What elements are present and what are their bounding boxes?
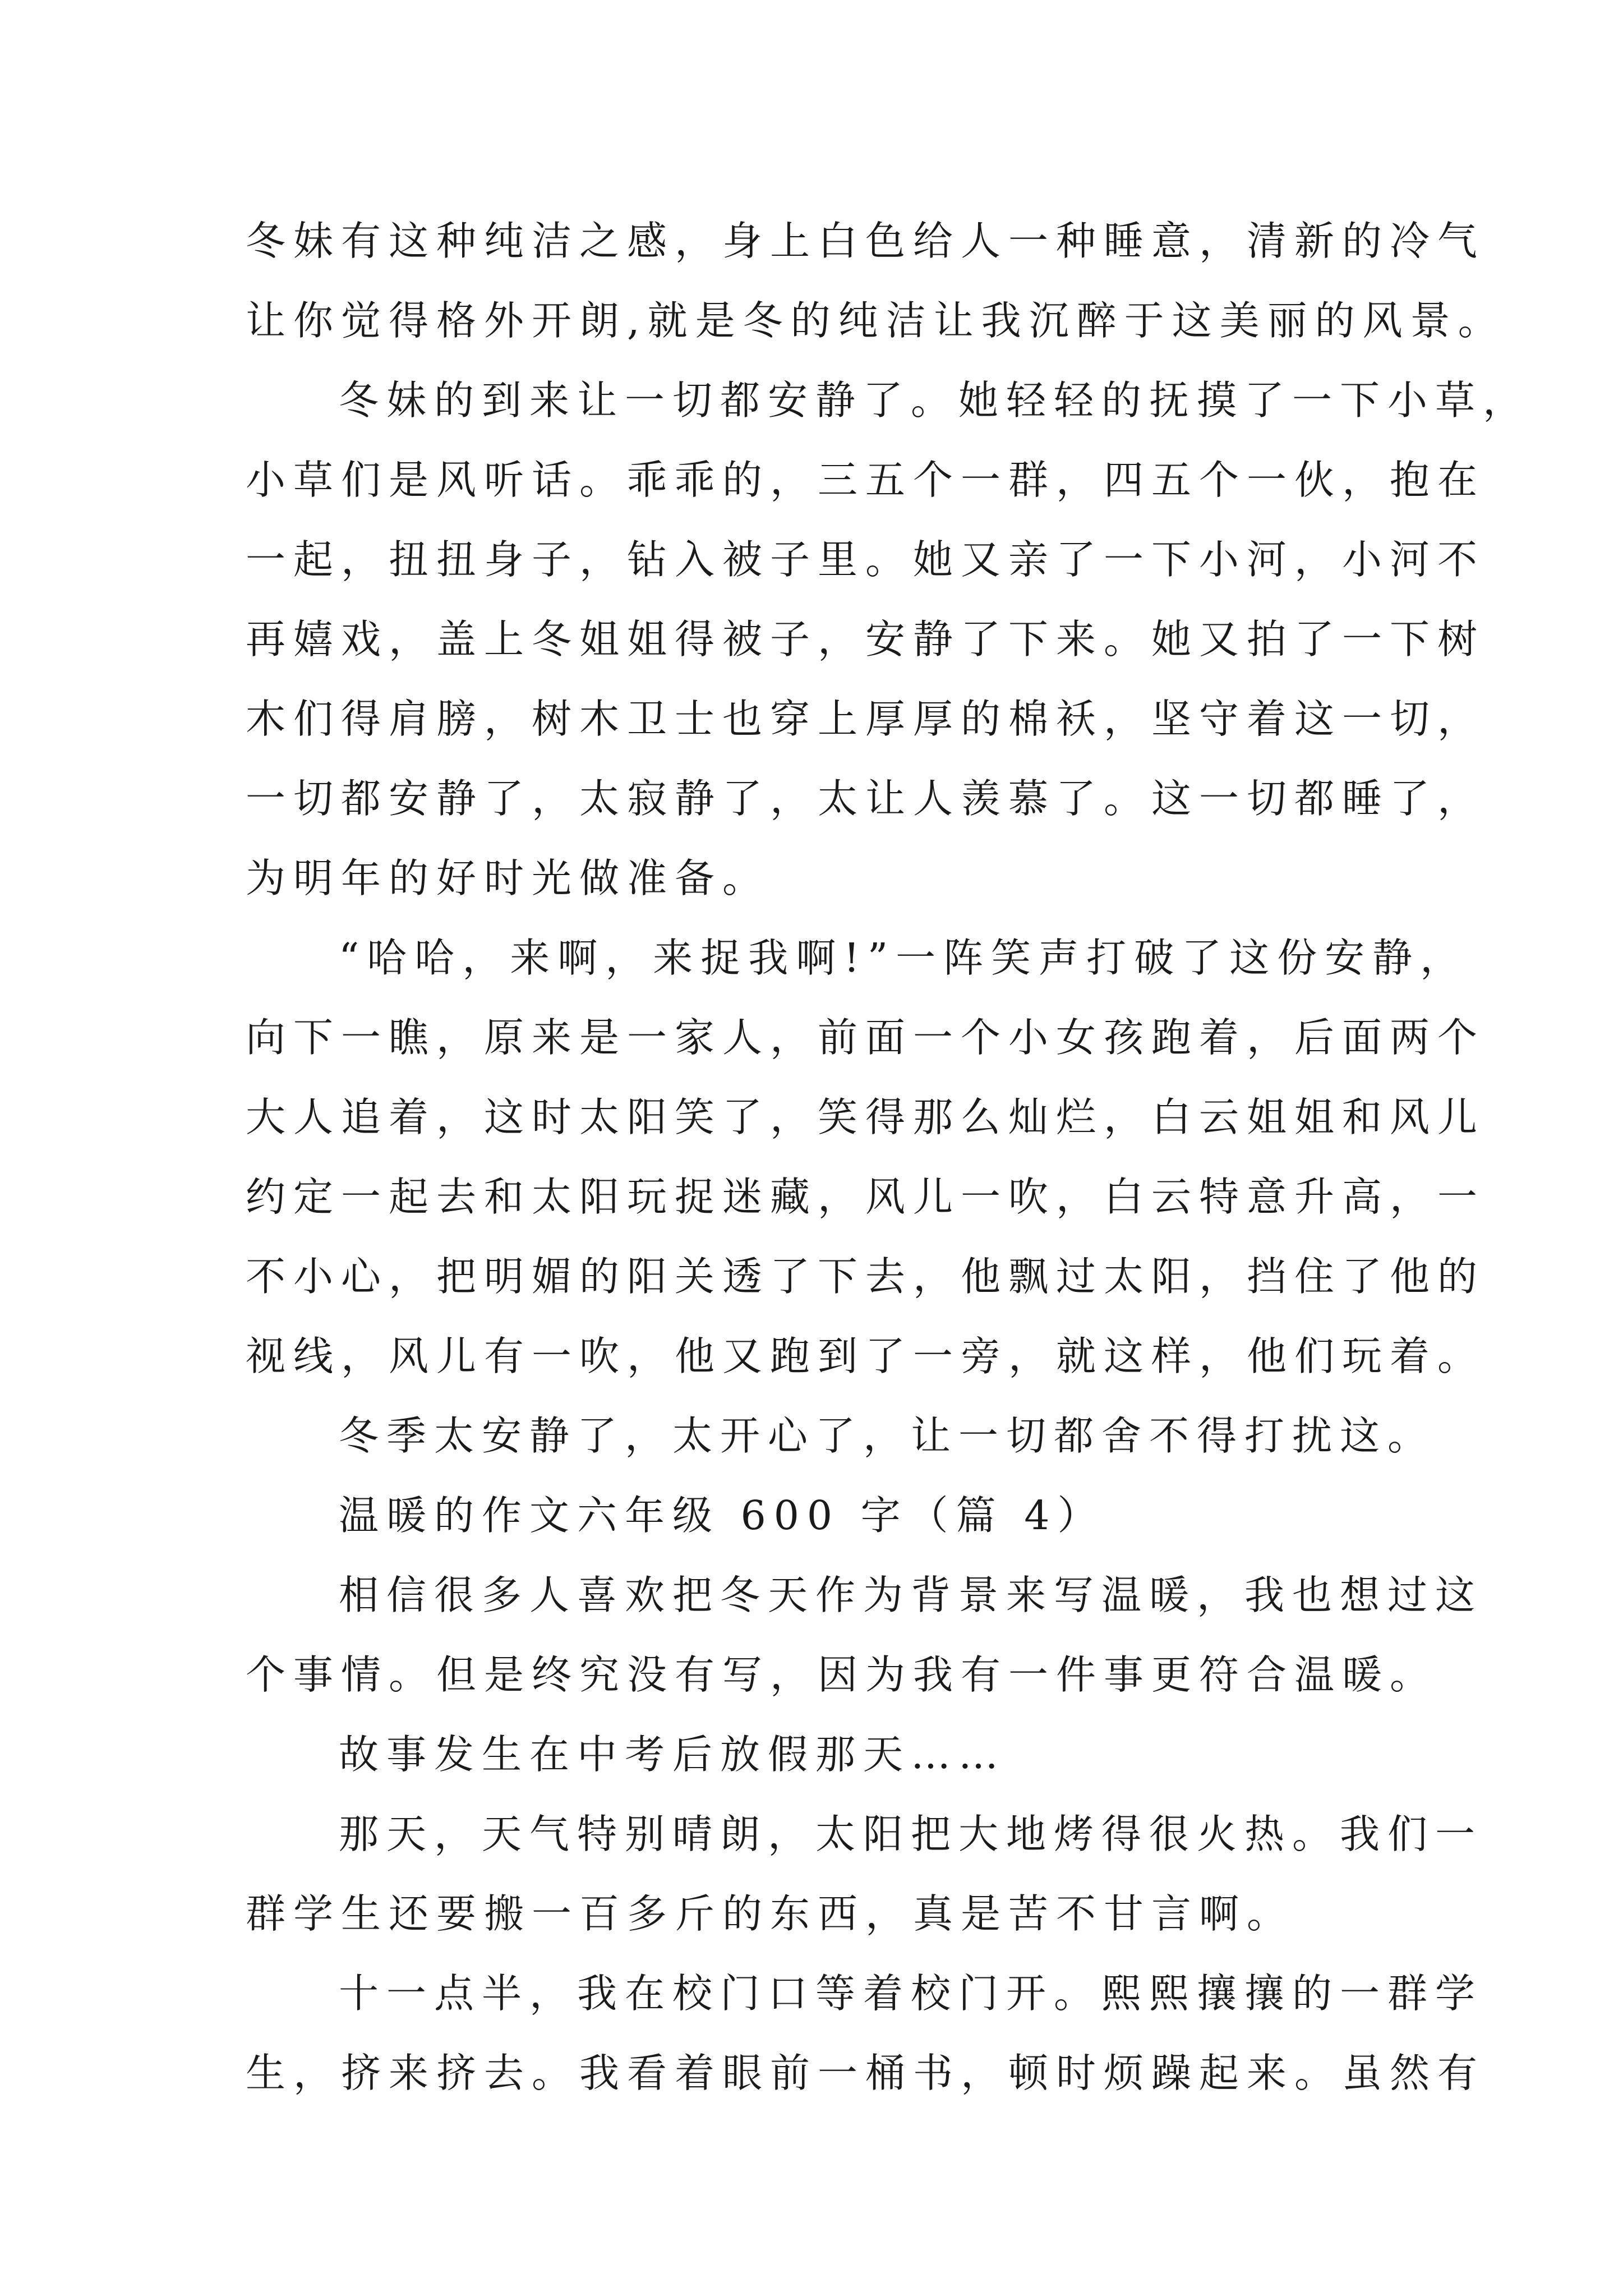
paragraph-line: 一切都安静了，太寂静了，太让人羡慕了。这一切都睡了， xyxy=(246,775,1486,822)
paragraph-line: 个事情。但是终究没有写，因为我有一件事更符合温暖。 xyxy=(246,1651,1438,1698)
paragraph-line: 冬季太安静了，太开心了，让一切都舍不得打扰这。 xyxy=(339,1412,1436,1459)
paragraph-line: 一起，扭扭身子，钻入被子里。她又亲了一下小河，小河不 xyxy=(246,536,1486,583)
paragraph-line: 那天，天气特别晴朗，太阳把大地烤得很火热。我们一 xyxy=(339,1811,1483,1857)
paragraph-line: 为明年的好时光做准备。 xyxy=(246,855,771,901)
paragraph-line: 向下一瞧，原来是一家人，前面一个小女孩跑着，后面两个 xyxy=(246,1014,1486,1061)
paragraph-line: 生，挤来挤去。我看着眼前一桶书，顿时烦躁起来。虽然有 xyxy=(246,2050,1486,2096)
paragraph-line: 约定一起去和太阳玩捉迷藏，风儿一吹，白云特意升高，一 xyxy=(246,1174,1486,1220)
paragraph-line: 相信很多人喜欢把冬天作为背景来写温暖，我也想过这 xyxy=(339,1572,1483,1618)
paragraph-line: 让你觉得格外开朗,就是冬的纯洁让我沉醉于这美丽的风景。 xyxy=(246,297,1506,344)
paragraph-line: 木们得肩膀，树木卫士也穿上厚厚的棉袄，坚守着这一切， xyxy=(246,696,1486,742)
paragraph-line: 不小心，把明媚的阳关透了下去，他飘过太阳，挡住了他的 xyxy=(246,1253,1486,1300)
paragraph-line: 再嬉戏，盖上冬姐姐得被子，安静了下来。她又拍了一下树 xyxy=(246,616,1486,662)
paragraph-line: 视线，风儿有一吹，他又跑到了一旁，就这样，他们玩着。 xyxy=(246,1333,1486,1379)
paragraph-line: 故事发生在中考后放假那天…… xyxy=(339,1731,1007,1778)
paragraph-line: “哈哈，来啊，来捉我啊!”一阵笑声打破了这份安静， xyxy=(339,935,1468,981)
paragraph-line: 小草们是风听话。乖乖的，三五个一群，四五个一伙，抱在 xyxy=(246,457,1486,503)
paragraph-line: 十一点半，我在校门口等着校门开。熙熙攘攘的一群学 xyxy=(339,1970,1483,2017)
paragraph-line: 冬妹的到来让一切都安静了。她轻轻的抚摸了一下小草， xyxy=(339,377,1531,424)
paragraph-line: 冬妹有这种纯洁之感，身上白色给人一种睡意，清新的冷气 xyxy=(246,218,1486,264)
section-heading: 温暖的作文六年级 600 字（篇 4） xyxy=(339,1492,1105,1539)
paragraph-line: 群学生还要搬一百多斤的东西，真是苦不甘言啊。 xyxy=(246,1890,1295,1937)
paragraph-line: 大人追着，这时太阳笑了，笑得那么灿烂，白云姐姐和风儿 xyxy=(246,1094,1486,1140)
